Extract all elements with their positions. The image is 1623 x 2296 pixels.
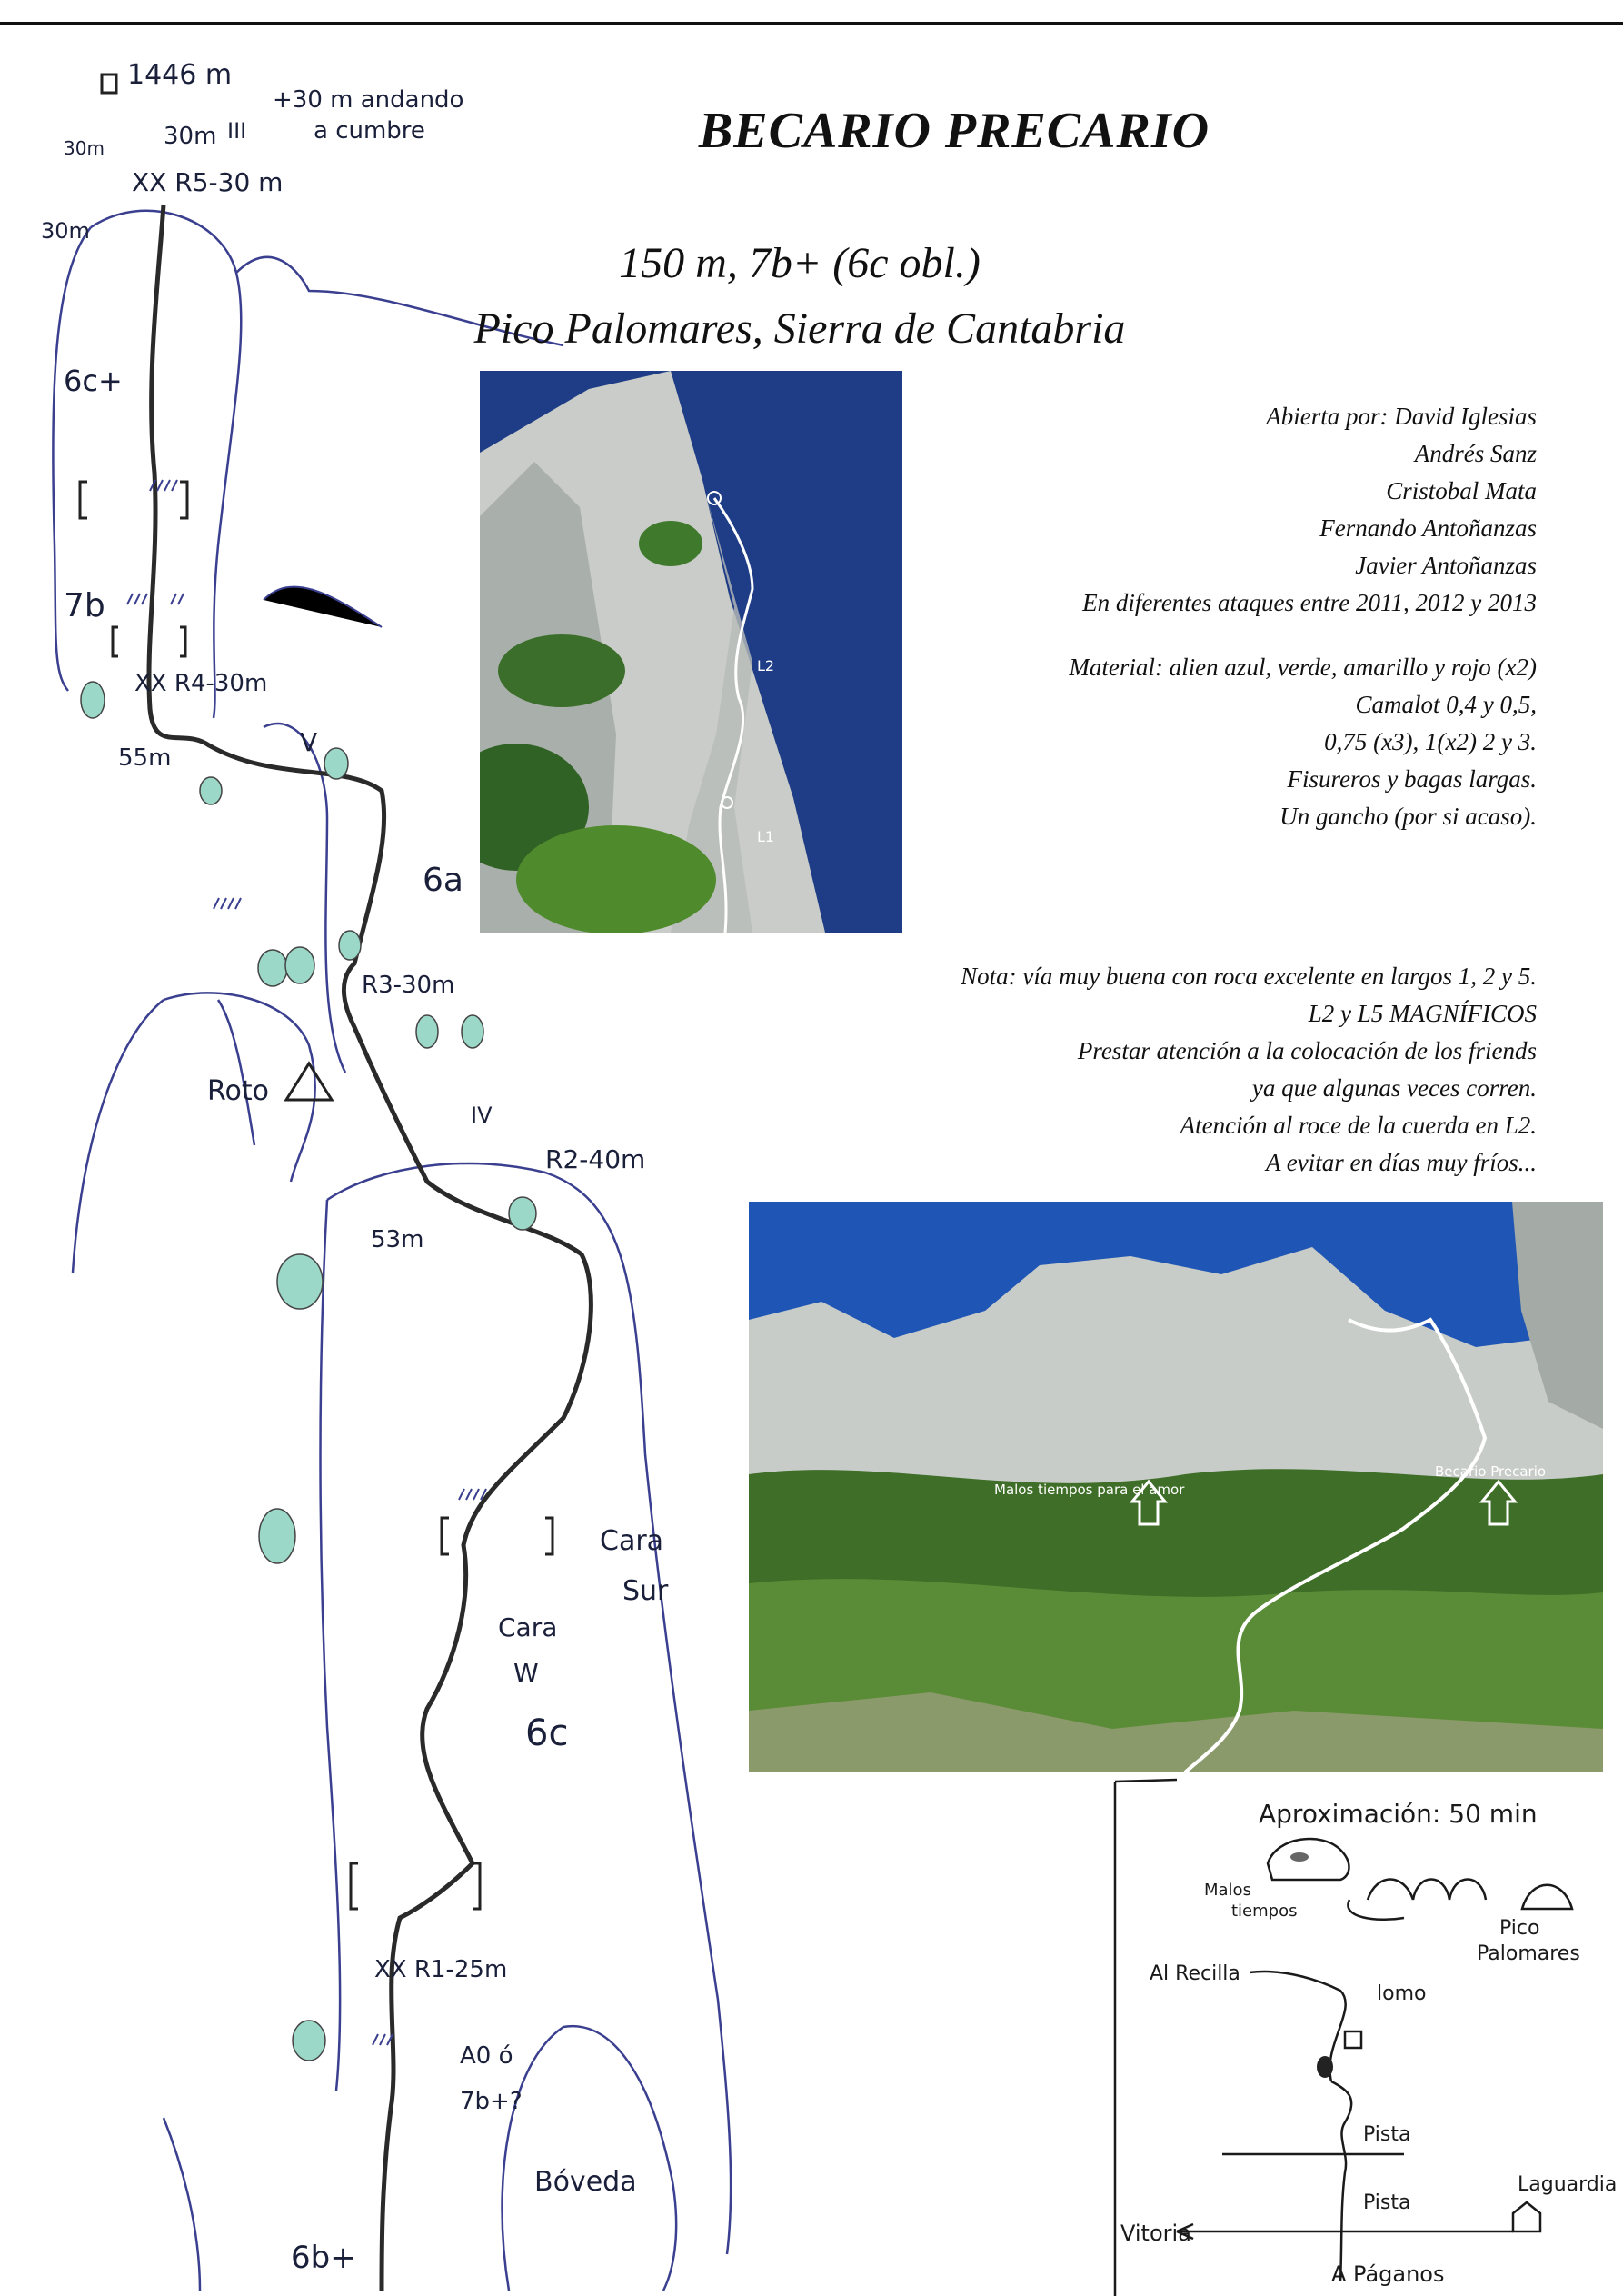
approach-al-recilla: Al Recilla [1150, 1962, 1240, 1985]
topo-r2: R2-40m [545, 1144, 646, 1174]
material-line: Material: alien azul, verde, amarillo y rojo (x2) [1069, 654, 1537, 681]
photo-label-l1: L1 [757, 828, 775, 845]
route-grade: 150 m, 7b+ (6c obl.) [619, 239, 981, 287]
photo-label-malos: Malos tiempos para el amor [994, 1482, 1185, 1498]
material-line: Un gancho (por si acaso). [1279, 803, 1537, 830]
topo-r5: XX R5-30 m [132, 167, 284, 197]
topo-roto: Roto [207, 1075, 269, 1107]
approach-pista-1: Pista [1363, 2123, 1411, 2146]
topo-walk-note-2: a cumbre [314, 117, 425, 145]
approach-photo [749, 1202, 1603, 1772]
note-line: A evitar en días muy fríos... [1266, 1149, 1537, 1176]
topo-53m: 53m [371, 1226, 424, 1253]
topo-7b-plus: 7b+? [460, 2088, 523, 2115]
topo-grade-6b-plus: 6b+ [291, 2240, 356, 2276]
topo-30m-a: 30m [64, 137, 105, 159]
topo-grade-6a: 6a [423, 862, 463, 899]
route-location: Pico Palomares, Sierra de Cantabria [473, 304, 1126, 353]
topo-grade-6c: 6c [525, 1712, 569, 1754]
note-line: L2 y L5 MAGNÍFICOS [1308, 1000, 1537, 1027]
approach-map [1104, 1772, 1623, 2296]
approach-a-paganos: A Páganos [1331, 2261, 1445, 2287]
top-rule [0, 22, 1623, 25]
topo-grade-6c-plus: 6c+ [64, 364, 123, 398]
material-line: 0,75 (x3), 1(x2) 2 y 3. [1324, 728, 1537, 755]
topo-grade-iv: IV [471, 1103, 493, 1128]
approach-lomo: lomo [1377, 1982, 1427, 2005]
note-line: Prestar atención a la colocación de los friends [1077, 1037, 1537, 1064]
topo-cara-w-1: Cara [498, 1612, 558, 1642]
topo-cara-sur-1: Cara [600, 1525, 664, 1557]
credit-dates: En diferentes ataques entre 2011, 2012 y 2013 [1082, 589, 1537, 616]
approach-vitoria: Vitoria [1120, 2221, 1191, 2246]
topo-cara-w-2: W [513, 1658, 539, 1688]
topo-30m-b: 30m [164, 123, 217, 150]
photo-label-l2: L2 [757, 657, 775, 674]
material-line: Fisureros y bagas largas. [1287, 765, 1537, 793]
approach-malos-1: Malos [1204, 1881, 1251, 1900]
topo-grade-iii: III [227, 118, 247, 144]
credit-line: Andrés Sanz [1414, 440, 1537, 467]
approach-pista-2: Pista [1363, 2191, 1411, 2214]
topo-cara-sur-2: Sur [622, 1575, 669, 1607]
info-credits-material [846, 398, 1537, 835]
note-line: Nota: vía muy buena con roca excelente en largos 1, 2 y 5. [961, 963, 1537, 990]
approach-title: Aproximación: 50 min [1259, 1799, 1538, 1829]
topo-a0: A0 ó [460, 2042, 513, 2070]
credit-line: Fernando Antoñanzas [1319, 514, 1537, 542]
approach-malos-2: tiempos [1231, 1902, 1298, 1921]
topo-30m-c: 30m [41, 218, 90, 244]
material-line: Camalot 0,4 y 0,5, [1355, 691, 1537, 718]
page-title: BECARIO PRECARIO [698, 103, 1210, 159]
credit-line: Cristobal Mata [1386, 477, 1537, 504]
approach-pico-1: Pico [1499, 1917, 1540, 1940]
topo-walk-note: +30 m andando [273, 86, 464, 114]
info-notes [846, 958, 1537, 1182]
approach-pico-2: Palomares [1477, 1942, 1580, 1965]
topo-55m: 55m [118, 744, 172, 772]
topo-boveda: Bóveda [534, 2166, 637, 2198]
topo-r1: XX R1-25m [374, 1956, 508, 1983]
credit-line: Abierta por: David Iglesias [1266, 403, 1537, 430]
topo-grade-v: V [300, 727, 318, 757]
approach-laguardia: Laguardia [1518, 2173, 1618, 2196]
note-line: ya que algunas veces corren. [1251, 1074, 1537, 1102]
route-photo [480, 371, 902, 933]
credit-line: Javier Antoñanzas [1355, 552, 1537, 579]
topo-summit: 1446 m [127, 59, 233, 91]
note-line: Atención al roce de la cuerda en L2. [1180, 1112, 1537, 1139]
topo-r4: XX R4-30m [134, 670, 268, 697]
topo-grade-7b: 7b [64, 587, 105, 624]
photo-label-becario: Becario Precario [1435, 1463, 1547, 1480]
topo-r3: R3-30m [362, 972, 455, 999]
